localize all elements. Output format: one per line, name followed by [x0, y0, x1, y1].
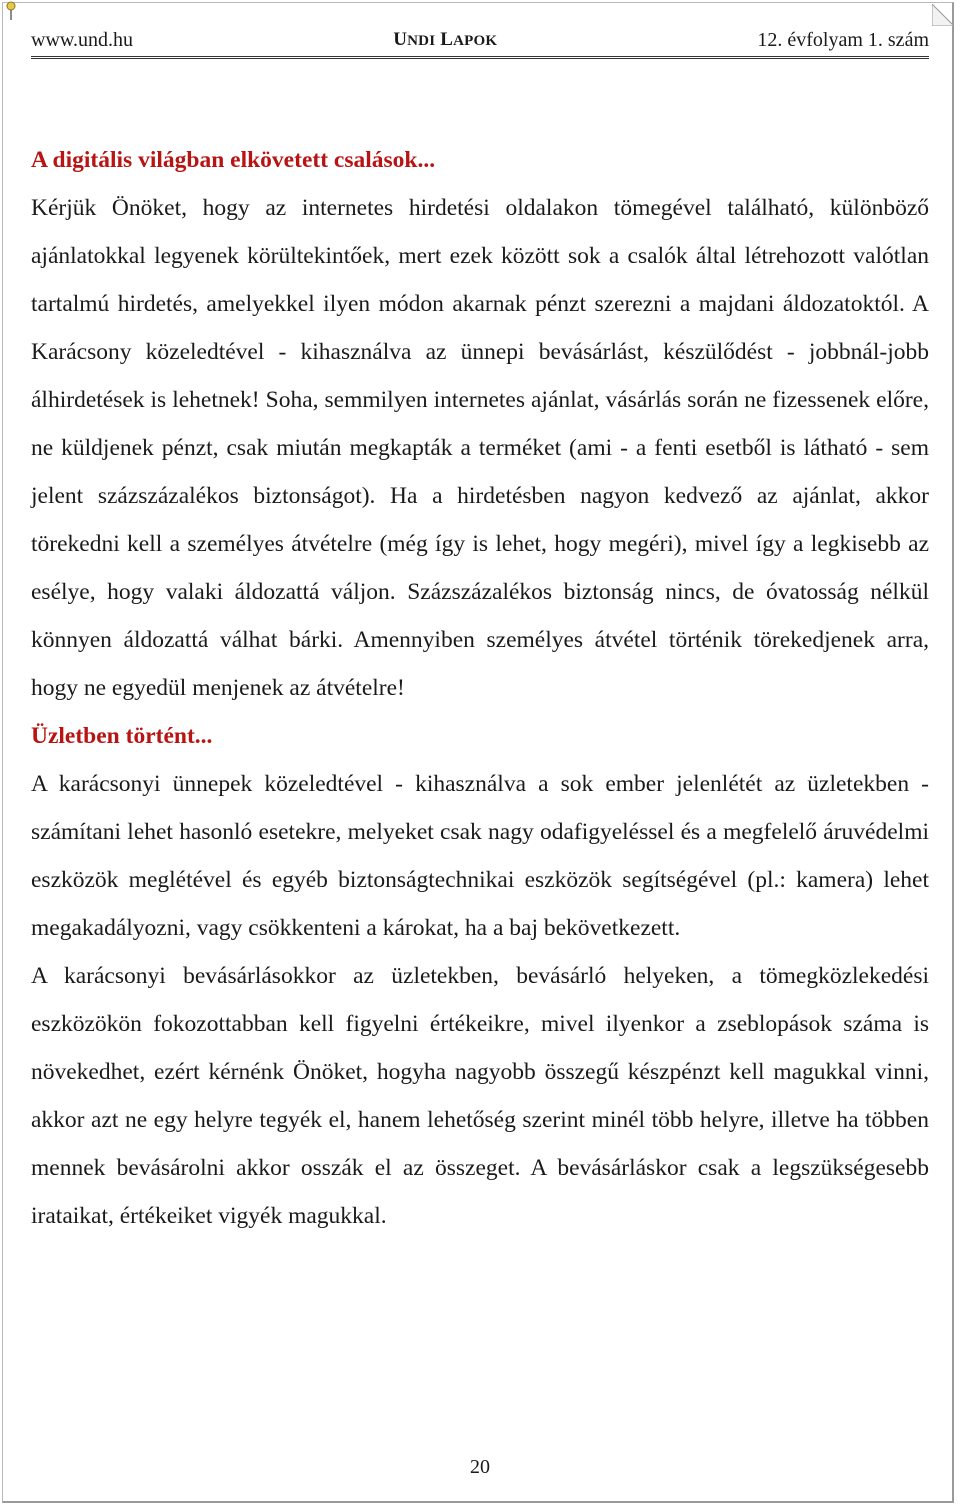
title-rest-2: APOK — [453, 33, 498, 49]
title-cap-2: L — [440, 29, 454, 50]
section-heading-digital: A digitális világban elkövetett csalások... — [31, 147, 436, 173]
header-issue: 12. évfolyam 1. szám — [757, 28, 929, 51]
header-journal-title — [393, 29, 497, 51]
paragraph-store-1: A karácsonyi ünnepek közeledtével - kihasználva a sok ember jelenlétét az üzletekben - számítani lehet hasonló esetekre, melyeket csak nagy odafigyeléssel és a megfelelő áruvédelmi eszközök meglétével és egyéb biztonságtechnikai eszközök segítségével (pl.: kamera) lehet megakadályozni, vagy csökkenteni a károkat, ha a baj bekövetkezett. — [31, 771, 929, 941]
article-body — [31, 136, 929, 1240]
paragraph-store-2: A karácsonyi bevásárlásokkor az üzletekben, bevásárló helyeken, a tömegközlekedési eszközökön fokozottabban kell figyelni értékeikre, mivel ilyenkor a zseblopások száma is növekedhet, ezért kérnénk Önöket, hogyha nagyobb összegű készpénzt kell magukkal vinni, akkor azt ne egy helyre tegyék el, hanem lehetőség szerint minél több helyre, illetve ha többen mennek bevásárolni akkor osszák el az összeget. A bevásárláskor csak a legszükségesebb irataikat, értékeiket vigyék magukkal. — [31, 963, 929, 1229]
title-cap-1: U — [393, 29, 408, 50]
page-header — [31, 24, 929, 59]
pushpin-icon — [4, 1, 18, 21]
header-site: www.und.hu — [31, 28, 134, 51]
page-corner-fold-icon — [932, 4, 954, 26]
title-rest-1: NDI — [407, 33, 436, 49]
page-number: 20 — [470, 1456, 490, 1478]
paragraph-digital-fraud: Kérjük Önöket, hogy az internetes hirdetési oldalakon tömegével található, különböző ajánlatokkal legyenek körültekintőek, mert ezek között sok a csalók által létrehozott valótlan tartalmú hirdetés, amelyekkel ilyen módon akarnak pénzt szerezni a majdani áldozatoktól. A Karácsony közeledtével - kihasználva az ünnepi bevásárlást, készülődést - jobbnál-jobb álhirdetések is lehetnek! Soha, semmilyen internetes ajánlat, vásárlás során ne fizessenek előre, ne küldjenek pénzt, csak miután megkapták a terméket (ami - a fenti esetből is látható - sem jelent százszázalékos biztonságot). Ha a hirdetésben nagyon kedvező az ajánlat, akkor törekedni kell a személyes átvételre (még így is lehet, hogy megéri), mivel így a legkisebb az esélye, hogy valaki áldozattá váljon. Százszázalékos biztonság nincs, de óvatosság nélkül könnyen áldozattá válhat bárki. Amennyiben személyes átvétel történik törekedjenek arra, hogy ne egyedül menjenek az átvételre! — [31, 195, 929, 701]
section-heading-store: Üzletben történt... — [31, 723, 213, 749]
